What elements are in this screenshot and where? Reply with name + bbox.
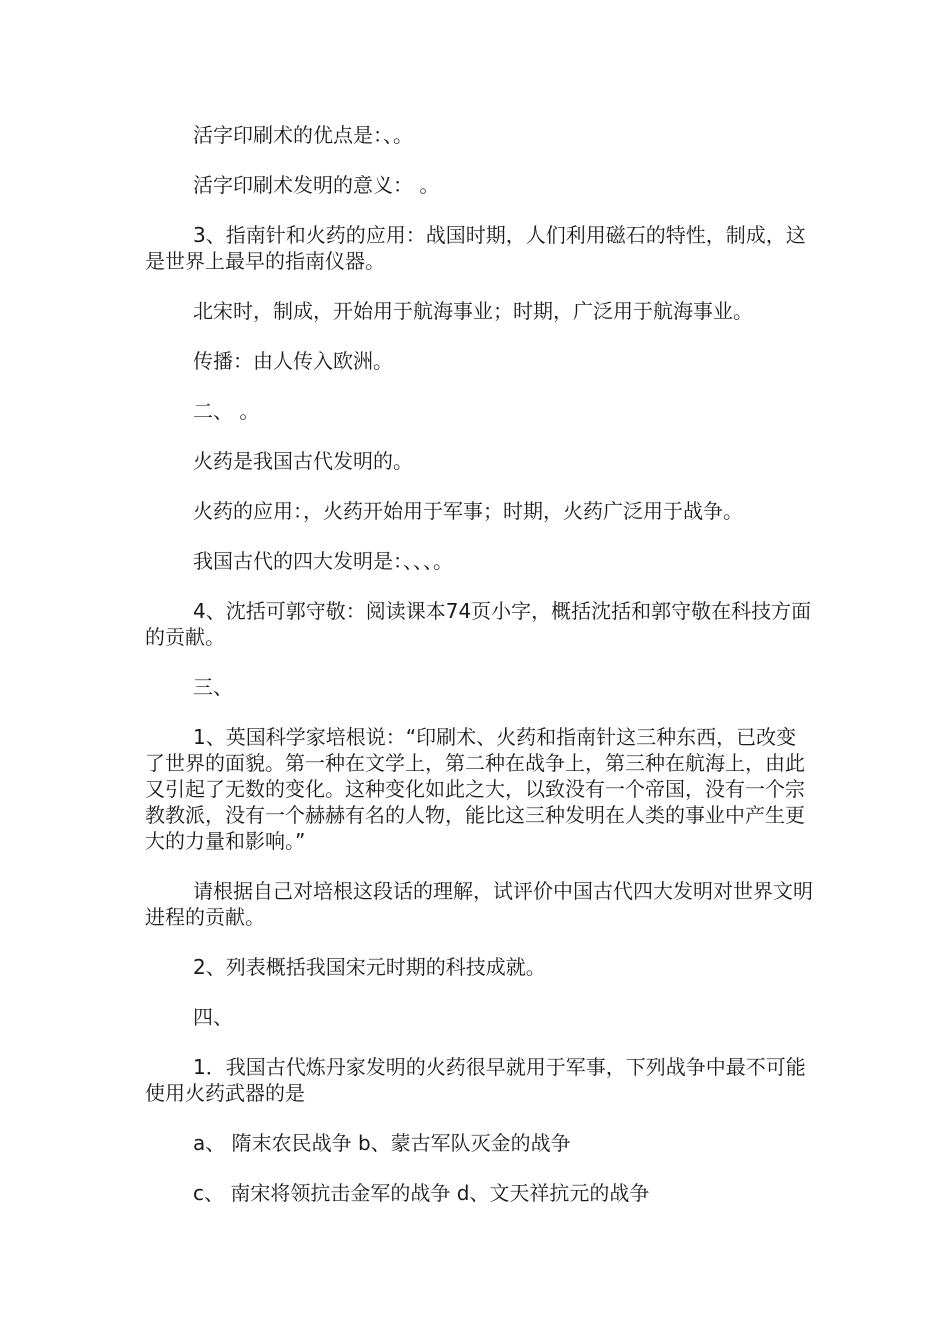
paragraph-gunpowder-application: 火药的应用：，火药开始用于军事；时期，火药广泛用于战争。 (193, 499, 743, 523)
paragraph-printing-advantages: 活字印刷术的优点是：、。 (193, 123, 413, 147)
section-heading-3: 三、 (193, 675, 233, 699)
section-heading-4: 四、 (193, 1005, 233, 1029)
document-body (145, 122, 815, 1230)
paragraph-evaluate: 请根据自己对培根这段话的理解，试评价中国古代四大发明对世界文明进程的贡献。 (145, 879, 813, 929)
paragraph-printing-significance: 活字印刷术发明的意义： 。 (193, 173, 440, 197)
paragraph-four-inventions: 我国古代的四大发明是：、、、。 (193, 549, 453, 573)
paragraph-option-cd: c、 南宋将领抗击金军的战争 d、文天祥抗元的战争 (193, 1181, 650, 1205)
section-heading-2: 二、 。 (193, 399, 260, 423)
paragraph-table-summary: 2、列表概括我国宋元时期的科技成就。 (193, 955, 546, 979)
paragraph-bacon-quote: 1、英国科学家培根说：“印刷术、火药和指南针这三种东西，已改变了世界的面貌。第一种在文学上，第二种在战争上，第三种在航海上，由此又引起了无数的变化。这种变化如此之大，以致没有一个帝国，没有一个宗教教派，没有一个赫赫有名的人物，能比这三种发明在人类的事业中产生更大的力量和影响。” (145, 725, 805, 853)
paragraph-compass-gunpowder: 3、指南针和火药的应用：战国时期，人们利用磁石的特性，制成，这是世界上最早的指南仪器。 (145, 223, 806, 273)
paragraph-gunpowder-invention: 火药是我国古代发明的。 (193, 449, 413, 473)
paragraph-northern-song: 北宋时，制成，开始用于航海事业；时期，广泛用于航海事业。 (193, 299, 753, 323)
paragraph-spread: 传播：由人传入欧洲。 (193, 349, 393, 373)
paragraph-shen-guo: 4、沈括可郭守敬：阅读课本74页小字，概括沈括和郭守敬在科技方面的贡献。 (145, 599, 812, 649)
paragraph-question-1: 1．我国古代炼丹家发明的火药很早就用于军事，下列战争中最不可能使用火药武器的是 (145, 1055, 806, 1105)
paragraph-option-ab: a、 隋末农民战争 b、蒙古军队灭金的战争 (193, 1131, 571, 1155)
